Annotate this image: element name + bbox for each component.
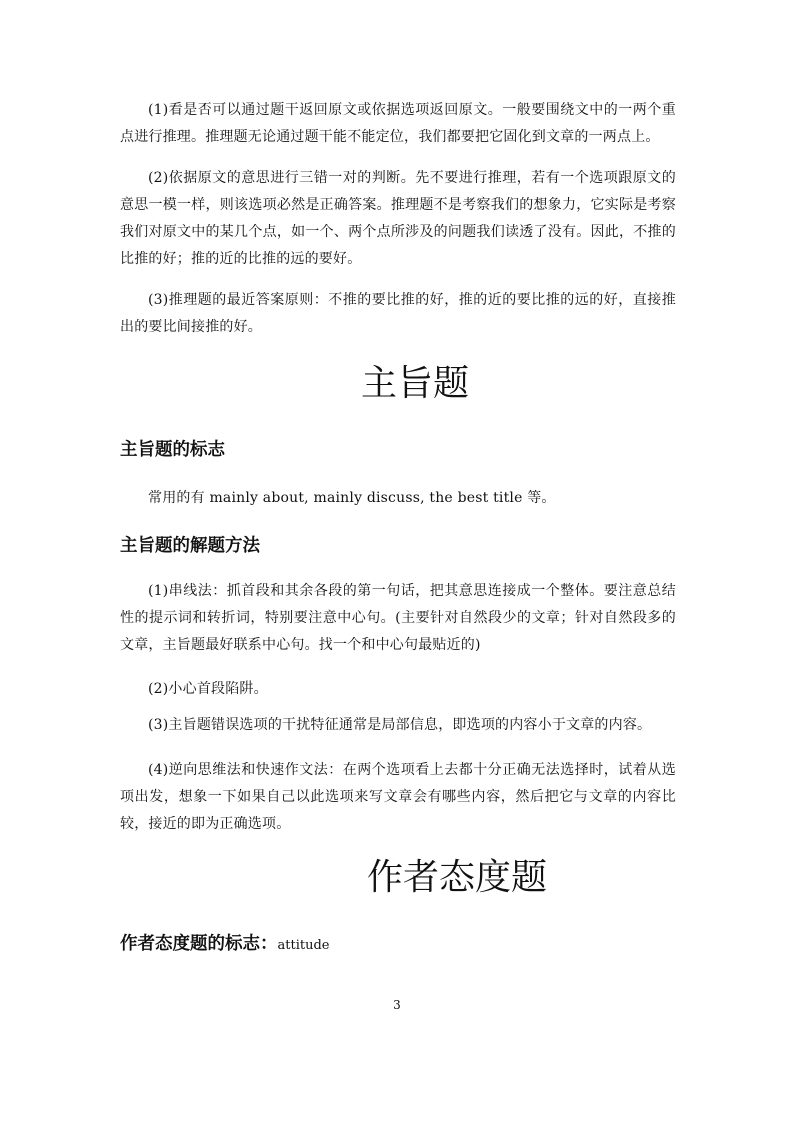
paragraph-method-1: (1)串线法：抓首段和其余各段的第一句话，把其意思连接成一个整体。要注意总结性的提示词和转折词，特别要注意中心句。(主要针对自然段少的文章；针对自然段多的文章，主旨题最好联系中心句。找一个和中心句最贴近的) <box>120 583 676 653</box>
paragraph-inference-1: (1)看是否可以通过题干返回原文或依据选项返回原文。一般要围绕文中的一两个重点进行推理。推理题无论通过题干能不能定位，我们都要把它固化到文章的一两点上。 <box>120 102 676 145</box>
paragraph-inference-3: (3)推理题的最近答案原则：不推的要比推的好，推的近的要比推的远的好，直接推出的要比间接推的好。 <box>120 292 676 335</box>
paragraph-method-2: (2)小心首段陷阱。 <box>148 681 268 697</box>
paragraph-method-3: (3)主旨题错误选项的干扰特征通常是局部信息，即选项的内容小于文章的内容。 <box>148 717 652 733</box>
subheading-attitude-signs-label: 作者态度题的标志： <box>120 934 278 954</box>
page-number: 3 <box>393 998 401 1012</box>
subheading-main-idea-signs: 主旨题的标志 <box>120 440 225 460</box>
subheading-attitude-signs <box>120 932 329 958</box>
section-title-main-idea: 主旨题 <box>360 363 469 404</box>
paragraph-inference-2: (2)依据原文的意思进行三错一对的判断。先不要进行推理，若有一个选项跟原文的意思一模一样，则该选项必然是正确答案。推理题不是考察我们的想象力，它实际是考察我们对原文中的某几个点，如一个、两个点所涉及的问题我们读透了没有。因此，不推的比推的好；推的近的比推的远的要好。 <box>120 170 676 267</box>
paragraph-method-4: (4)逆向思维法和快速作文法：在两个选项看上去都十分正确无法选择时，试着从选项出发，想象一下如果自己以此选项来写文章会有哪些内容，然后把它与文章的内容比较，接近的即为正确选项。 <box>120 762 676 832</box>
paragraph-main-idea-signs: 常用的有 mainly about, mainly discuss, the best title 等。 <box>148 490 556 506</box>
subheading-main-idea-methods: 主旨题的解题方法 <box>120 536 260 556</box>
subheading-attitude-signs-keyword: attitude <box>277 938 330 953</box>
section-title-author-attitude: 作者态度题 <box>367 857 548 898</box>
